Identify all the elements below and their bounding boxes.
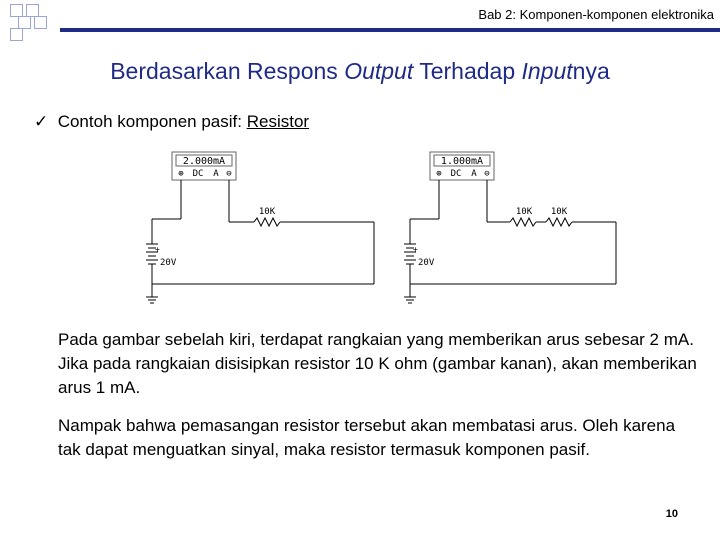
circuit-right	[396, 144, 641, 314]
resistor-link[interactable]: Resistor	[246, 112, 310, 131]
meter-right-mode: DC	[450, 169, 462, 179]
resistor-right-2-label: 10K	[550, 207, 568, 217]
page-number: 10	[665, 508, 678, 520]
chapter-header: Bab 2: Komponen-komponen elektronika	[478, 7, 714, 22]
meter-right-unit: A	[471, 169, 477, 179]
meter-right-plus: ⊕	[436, 169, 442, 179]
meter-left-minus: ⊖	[226, 169, 232, 179]
meter-left-plus: ⊕	[178, 169, 184, 179]
check-icon: ✓	[34, 112, 49, 131]
paragraph-2: Nampak bahwa pemasangan resistor tersebut akan membatasi arus. Oleh karena tak dapat menguatkan sinyal, maka resistor termasuk komponen pasif.	[58, 416, 676, 459]
meter-right-value: 1.000mA	[440, 156, 484, 167]
meter-right-minus: ⊖	[484, 169, 490, 179]
source-right-label: 20V	[418, 258, 435, 268]
bullet-item	[34, 112, 309, 132]
circuit-left	[138, 144, 383, 314]
source-left-plus: +	[155, 245, 160, 254]
meter-left-unit: A	[213, 169, 219, 179]
slide-title: Berdasarkan Respons Output Terhadap Inputnya	[110, 58, 610, 84]
paragraph-1: Pada gambar sebelah kiri, terdapat rangkaian yang memberikan arus sebesar 2 mA. Jika pada rangkaian disisipkan resistor 10 K ohm (gambar kanan), akan memberikan arus 1 mA.	[58, 330, 697, 397]
corner-decoration	[0, 0, 60, 48]
meter-left-value: 2.000mA	[182, 156, 226, 167]
resistor-left-label: 10K	[258, 207, 276, 217]
bullet-text: Contoh komponen pasif:	[57, 112, 247, 131]
header-rule	[60, 28, 720, 32]
source-left-label: 20V	[160, 258, 177, 268]
source-right-plus: +	[413, 245, 418, 254]
meter-left-mode: DC	[192, 169, 204, 179]
resistor-right-1-label: 10K	[515, 207, 533, 217]
